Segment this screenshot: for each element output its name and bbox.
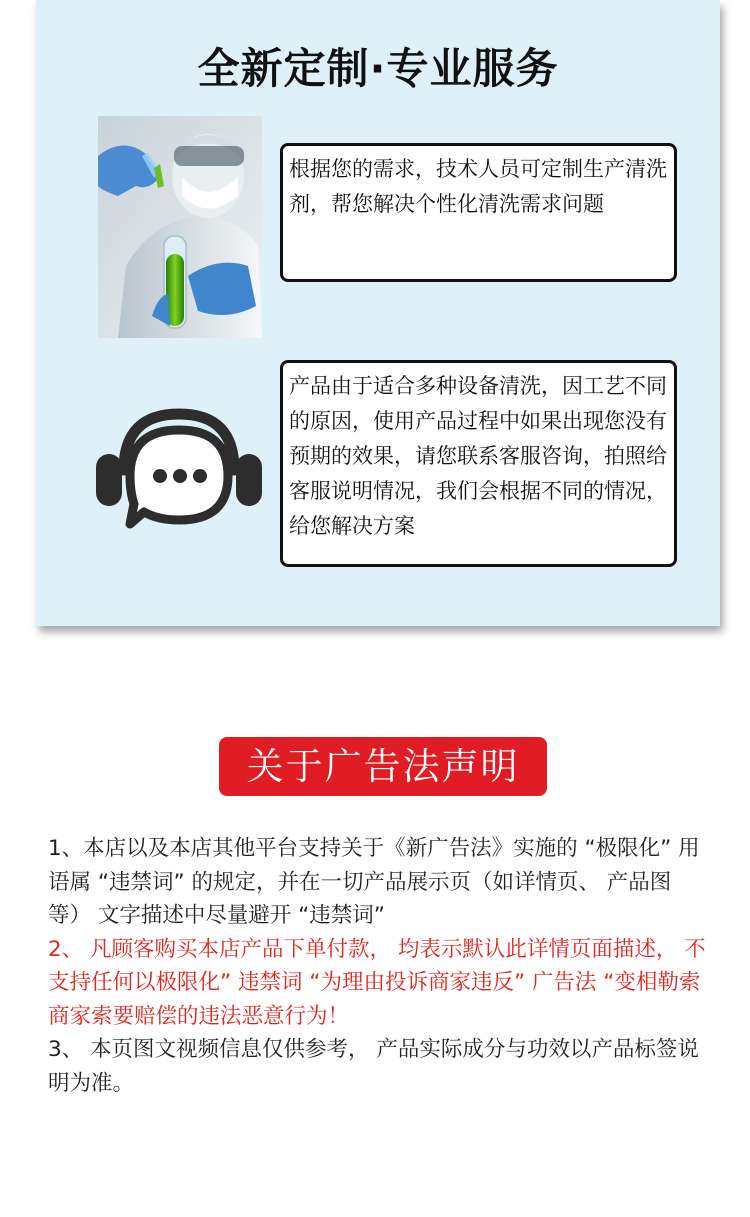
support-service-text: 产品由于适合多种设备清洗，因工艺不同的原因，使用产品过程中如果出现您没有预期的效果，请您联系客服咨询，拍照给客服说明情况，我们会根据不同的情况，给您解决方案 <box>280 360 677 567</box>
panel-title: 全新定制·专业服务 <box>197 44 559 93</box>
customize-service-text: 根据您的需求，技术人员可定制生产清洗剂，帮您解决个性化清洗需求问题 <box>280 143 677 282</box>
notice-item-3: 3、 本页图文视频信息仅供参考， 产品实际成分与功效以产品标签说明为准。 <box>48 1037 699 1096</box>
lab-technician-image <box>98 116 262 338</box>
notice-item-2: 2、 凡顾客购买本店产品下单付款， 均表示默认此详情页面描述， 不支持任何以极限化” 违禁词 “为理由投诉商家违反” 广告法 “变相勒索商家索要赔偿的违法恶意行为！ <box>48 936 706 1029</box>
ad-law-notice <box>48 832 708 1100</box>
notice-item-1: 1、本店以及本店其他平台支持关于《新广告法》实施的 “极限化” 用语属 “违禁词” 的规定，并在一切产品展示页（如详情页、 产品图等） 文字描述中尽量避开 “违禁词” <box>48 836 700 928</box>
headset-chat-bubble-icon <box>94 392 264 542</box>
lab-technician-photo <box>98 116 262 338</box>
service-panel <box>36 0 720 626</box>
ad-law-badge: 关于广告法声明 <box>219 737 547 796</box>
